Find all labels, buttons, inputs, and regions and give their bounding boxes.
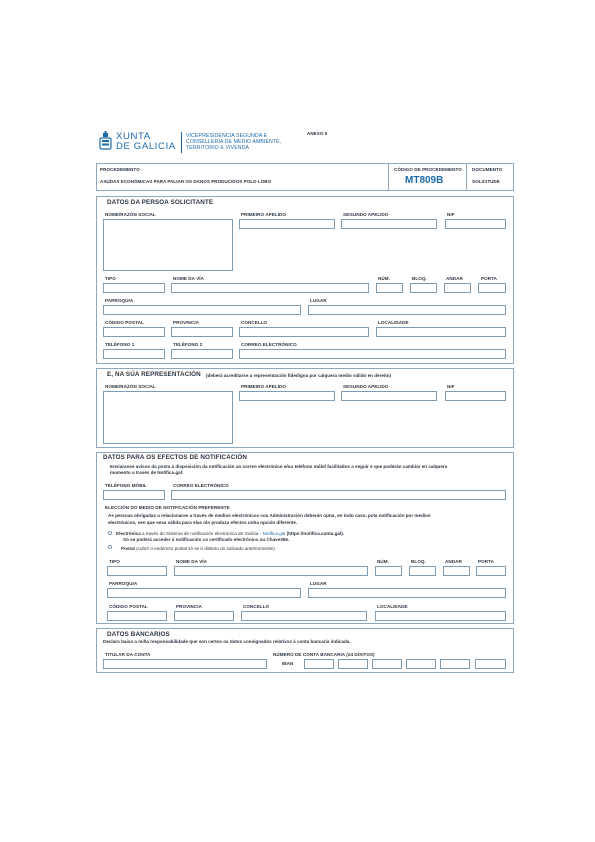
notification-intro-1: Enviaranse avisos da posta á disposición da notificación ao correo electrónico e/ou teléfono móbil facilitados a seguir e que poderán cambiar en calquera bbox=[110, 464, 448, 469]
applicant-phone1-field[interactable] bbox=[103, 349, 165, 359]
notification-parish-label: PARROQUIA bbox=[109, 581, 138, 586]
applicant-door-field[interactable] bbox=[478, 283, 506, 293]
applicant-surname2-field[interactable] bbox=[341, 219, 437, 229]
applicant-locality-label: LOCALIDADE bbox=[378, 320, 409, 325]
account-number-label: NÚMERO DE CONTA BANCARIA (24 DÍXITOS) bbox=[273, 652, 375, 657]
notification-title: DATOS PARA OS EFECTOS DE NOTIFICACIÓN bbox=[103, 454, 247, 461]
xunta-logo bbox=[99, 131, 179, 153]
notification-province-label: PROVINCIA bbox=[176, 604, 202, 609]
notification-block-label: BLOQ. bbox=[411, 559, 426, 564]
notification-email-field[interactable] bbox=[171, 490, 506, 500]
applicant-phone2-label: TELÉFONO 2 bbox=[173, 342, 203, 347]
applicant-surname1-field[interactable] bbox=[239, 219, 335, 229]
iban-field-1[interactable] bbox=[304, 659, 334, 669]
applicant-type-field[interactable] bbox=[103, 283, 165, 293]
iban-field-3[interactable] bbox=[372, 659, 402, 669]
applicant-surname1-label: PRIMEIRO APELIDO bbox=[241, 212, 287, 217]
applicant-street-field[interactable] bbox=[171, 283, 369, 293]
electronic-option-line-2: Só se poderá acceder á notificación co certificado electrónico ou Chave365. bbox=[123, 537, 290, 542]
postal-option-line bbox=[121, 546, 276, 551]
applicant-title: DATOS DA PERSOA SOLICITANTE bbox=[107, 199, 214, 206]
notification-council-field[interactable] bbox=[241, 611, 367, 621]
account-holder-field[interactable] bbox=[103, 659, 267, 669]
applicant-surname2-label: SEGUNDO APELIDO bbox=[343, 212, 389, 217]
applicant-email-field[interactable] bbox=[239, 349, 506, 359]
applicant-name-field[interactable] bbox=[103, 219, 233, 271]
notification-council-label: CONCELLO bbox=[243, 604, 270, 609]
applicant-locality-field[interactable] bbox=[376, 327, 506, 337]
document-value: SOLICITUDE bbox=[472, 179, 500, 184]
applicant-council-field[interactable] bbox=[239, 327, 369, 337]
notification-street-field[interactable] bbox=[174, 566, 368, 576]
procedure-divider-1 bbox=[388, 163, 389, 191]
account-holder-label: TITULAR DA CONTA bbox=[105, 652, 151, 657]
iban-field-6[interactable] bbox=[475, 659, 506, 669]
electronic-option-line-1 bbox=[116, 531, 344, 536]
iban-field-2[interactable] bbox=[338, 659, 368, 669]
postal-option-text: (cubrir o enderezo postal só se é distinto do indicado anteriormente). bbox=[136, 546, 277, 551]
applicant-parish-field[interactable] bbox=[103, 305, 301, 315]
representative-surname1-label: PRIMEIRO APELIDO bbox=[241, 384, 287, 389]
header-divider bbox=[181, 132, 182, 153]
notification-choice-title: ELECCIÓN DO MEDIO DE NOTIFICACIÓN PREFERENTE bbox=[105, 505, 230, 510]
notification-email-label: CORREO ELECTRÓNICO bbox=[173, 483, 229, 488]
notification-parish-field[interactable] bbox=[107, 588, 301, 598]
iban-label: IBAN bbox=[282, 661, 294, 666]
applicant-name-label: NOME/RAZÓN SOCIAL bbox=[105, 212, 156, 217]
notifica-link[interactable]: Notifica.gal bbox=[262, 531, 286, 536]
applicant-num-label: NÚM. bbox=[378, 276, 390, 281]
postal-notification-radio[interactable] bbox=[108, 545, 112, 549]
applicant-type-label: TIPO bbox=[105, 276, 116, 281]
applicant-postcode-label: CÓDIGO POSTAL bbox=[105, 320, 144, 325]
notification-floor-field[interactable] bbox=[443, 566, 470, 576]
notification-postcode-label: CÓDIGO POSTAL bbox=[109, 604, 148, 609]
department-line-3: TERRITORIO E VIVENDA bbox=[186, 145, 250, 151]
iban-field-4[interactable] bbox=[406, 659, 436, 669]
notification-locality-label: LOCALIDADE bbox=[377, 604, 408, 609]
representative-surname1-field[interactable] bbox=[239, 391, 335, 401]
applicant-block-field[interactable] bbox=[410, 283, 437, 293]
notification-type-label: TIPO bbox=[109, 559, 120, 564]
notification-street-label: NOME DA VÍA bbox=[176, 559, 208, 564]
notification-choice-2: electrónicos, sen que sexa válida para elas nin produza efectos unha opción diferente. bbox=[108, 520, 298, 525]
applicant-nif-field[interactable] bbox=[445, 219, 506, 229]
applicant-place-label: LUGAR bbox=[310, 298, 327, 303]
procedure-divider-2 bbox=[466, 163, 467, 191]
bank-title: DATOS BANCARIOS bbox=[107, 631, 170, 638]
applicant-phone1-label: TELÉFONO 1 bbox=[105, 342, 135, 347]
electronic-option-bold: Electrónica bbox=[116, 531, 141, 536]
notification-locality-field[interactable] bbox=[375, 611, 506, 621]
applicant-postcode-field[interactable] bbox=[103, 327, 165, 337]
annex-label: ANEXO II bbox=[307, 131, 328, 136]
notification-mobile-field[interactable] bbox=[103, 490, 165, 500]
applicant-num-field[interactable] bbox=[376, 283, 403, 293]
applicant-floor-label: ANDAR bbox=[446, 276, 463, 281]
postal-option-bold: Postal bbox=[121, 546, 135, 551]
applicant-phone2-field[interactable] bbox=[171, 349, 233, 359]
applicant-council-label: CONCELLO bbox=[241, 320, 268, 325]
representative-name-field[interactable] bbox=[103, 391, 233, 444]
department-line-2: CONSELLERÍA DE MEDIO AMBIENTE, bbox=[186, 139, 282, 145]
applicant-place-field[interactable] bbox=[308, 305, 506, 315]
applicant-door-label: PORTA bbox=[481, 276, 497, 281]
galicia-emblem-icon bbox=[99, 131, 112, 151]
iban-field-5[interactable] bbox=[440, 659, 470, 669]
notification-block-field[interactable] bbox=[409, 566, 436, 576]
department-line-1: VICEPRESIDENCIA SEGUNDA E bbox=[186, 133, 268, 139]
notification-num-label: NÚM. bbox=[377, 559, 389, 564]
applicant-nif-label: NIF bbox=[447, 212, 455, 217]
notification-door-field[interactable] bbox=[476, 566, 506, 576]
logo-line-2: DE GALICIA bbox=[116, 141, 176, 152]
notification-place-field[interactable] bbox=[308, 588, 506, 598]
notification-type-field[interactable] bbox=[107, 566, 167, 576]
electronic-option-text: a través do Sistema de notificación electrónica de Galicia - bbox=[142, 531, 262, 536]
applicant-floor-field[interactable] bbox=[444, 283, 471, 293]
applicant-province-field[interactable] bbox=[171, 327, 233, 337]
notification-floor-label: ANDAR bbox=[445, 559, 462, 564]
representative-note: (deberá acreditarse a representación fidedigna por calquera medio válido en dereito) bbox=[206, 373, 392, 378]
applicant-email-label: CORREO ELECTRÓNICO bbox=[241, 342, 297, 347]
notification-mobile-label: TELÉFONO MÓBIL bbox=[105, 483, 147, 488]
document-label: DOCUMENTO bbox=[472, 167, 503, 172]
procedure-value: AXUDAS ECONÓMICAS PARA PALIAR OS DANOS PRODUCIDOS POLO LOBO bbox=[100, 179, 272, 184]
logo-line-1: XUNTA bbox=[116, 131, 151, 142]
representative-surname2-field[interactable] bbox=[341, 391, 437, 401]
notification-choice-1: As persoas obrigadas a relacionarse a través de medios electrónicos coa Administración deberán optar, en todo caso, pola notificación por medios bbox=[108, 513, 431, 518]
representative-name-label: NOME/RAZÓN SOCIAL bbox=[105, 384, 156, 389]
applicant-parish-label: PARROQUIA bbox=[105, 298, 134, 303]
procedure-label: PROCEDEMENTO bbox=[100, 167, 140, 172]
representative-nif-label: NIF bbox=[447, 384, 455, 389]
electronic-option-url: (https://notifica.xunta.gal). bbox=[286, 531, 345, 536]
applicant-block-label: BLOQ. bbox=[412, 276, 427, 281]
representative-nif-field[interactable] bbox=[445, 391, 506, 401]
applicant-street-label: NOME DA VÍA bbox=[173, 276, 205, 281]
procedure-code: MT809B bbox=[405, 175, 444, 186]
notification-intro-2: momento a través de Notifica.gal: bbox=[110, 470, 184, 475]
notification-province-field[interactable] bbox=[174, 611, 234, 621]
notification-num-field[interactable] bbox=[375, 566, 402, 576]
notification-postcode-field[interactable] bbox=[107, 611, 167, 621]
representative-title: E, NA SÚA REPRESENTACIÓN bbox=[107, 371, 201, 378]
notification-place-label: LUGAR bbox=[310, 581, 327, 586]
procedure-code-label: CÓDIGO DE PROCEDEMENTO bbox=[394, 167, 462, 172]
representative-surname2-label: SEGUNDO APELIDO bbox=[343, 384, 389, 389]
electronic-notification-radio[interactable] bbox=[108, 531, 112, 535]
notification-door-label: PORTA bbox=[478, 559, 494, 564]
applicant-province-label: PROVINCIA bbox=[173, 320, 199, 325]
bank-declaration: Declaro baixo a miña responsabilidade que son certos os datos consignados relativos á conta bancaria indicada. bbox=[103, 639, 351, 644]
